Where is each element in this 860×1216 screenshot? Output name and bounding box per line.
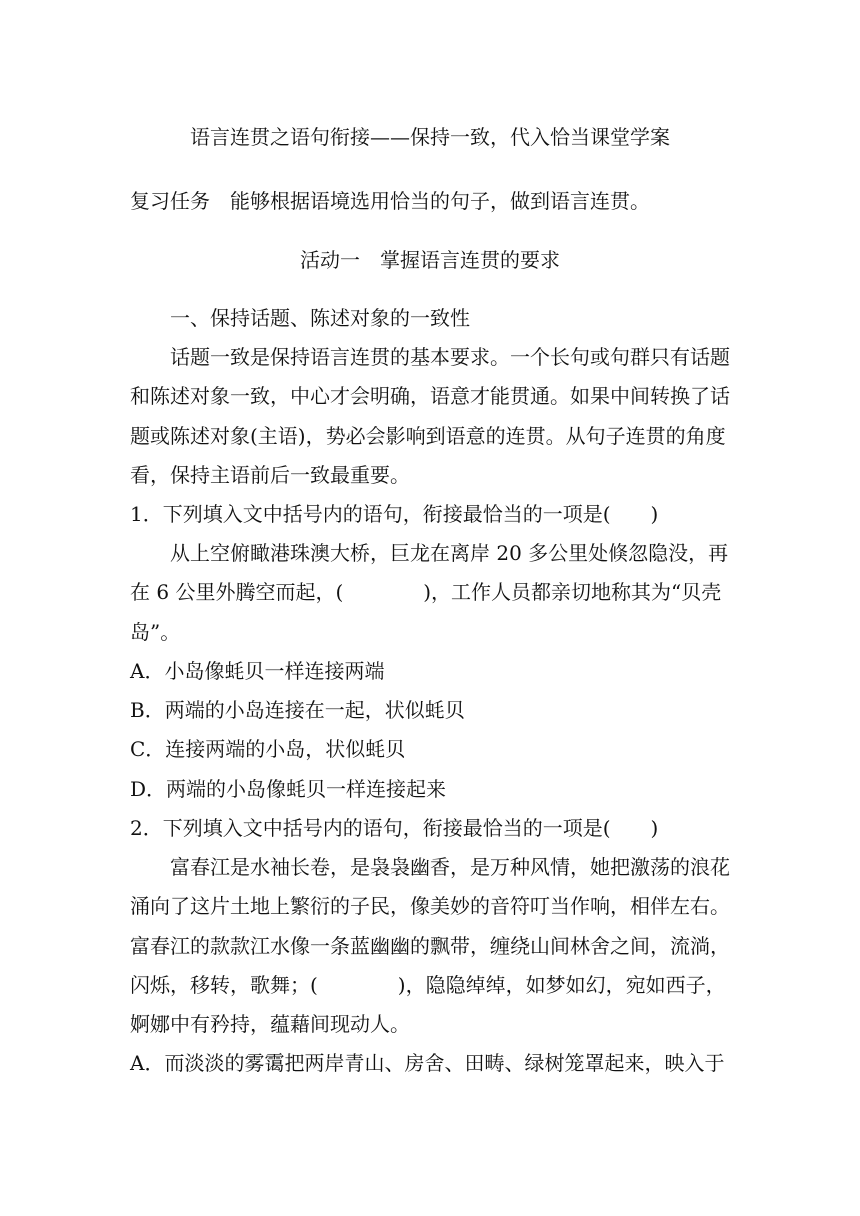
question-1-option-b: B．两端的小岛连接在一起，状似蚝贝 [130, 698, 465, 722]
question-2-passage-line: 婀娜中有矜持，蕴藉间现动人。 [130, 1012, 410, 1036]
question-1-option-c: C．连接两端的小岛，状似蚝贝 [130, 737, 406, 761]
subheading: 一、保持话题、陈述对象的一致性 [170, 306, 470, 330]
document-title: 语言连贯之语句衔接——保持一致，代入恰当课堂学案 [190, 125, 670, 149]
intro-line: 话题一致是保持语言连贯的基本要求。一个长句或句群只有话题 [170, 345, 730, 369]
question-2-passage-line: 涌向了这片土地上繁衍的子民，像美妙的音符叮当作响，相伴左右。 [130, 894, 730, 918]
question-2-passage-line: 闪烁，移转，歌舞；( )，隐隐绰绰，如梦如幻，宛如西子， [130, 973, 726, 997]
question-2-option-a: A．而淡淡的雾霭把两岸青山、房舍、田畴、绿树笼罩起来，映入于 [130, 1051, 725, 1075]
intro-line: 和陈述对象一致，中心才会明确，语意才能贯通。如果中间转换了话 [130, 384, 730, 408]
intro-line: 题或陈述对象(主语)，势必会影响到语意的连贯。从句子连贯的角度 [130, 424, 726, 448]
question-1-passage-line: 从上空俯瞰港珠澳大桥，巨龙在离岸 20 多公里处倏忽隐没，再 [170, 541, 729, 565]
question-2-passage-line: 富春江的款款江水像一条蓝幽幽的飘带，缠绕山间林舍之间，流淌， [130, 934, 730, 958]
question-2-passage-line: 富春江是水袖长卷，是袅袅幽香，是万种风情，她把激荡的浪花 [170, 855, 730, 879]
intro-line: 看，保持主语前后一致最重要。 [130, 463, 410, 487]
question-1-passage-line: 在 6 公里外腾空而起，( )，工作人员都亲切地称其为“贝壳 [130, 580, 722, 604]
question-1-option-d: D．两端的小岛像蚝贝一样连接起来 [130, 777, 447, 801]
question-1-option-a: A．小岛像蚝贝一样连接两端 [130, 659, 385, 683]
question-1-stem: 1．下列填入文中括号内的语句，衔接最恰当的一项是( ) [130, 502, 659, 526]
question-2-stem: 2．下列填入文中括号内的语句，衔接最恰当的一项是( ) [130, 816, 659, 840]
activity-heading: 活动一 掌握语言连贯的要求 [300, 248, 560, 272]
review-task: 复习任务 能够根据语境选用恰当的句子，做到语言连贯。 [130, 189, 650, 213]
question-1-passage-line: 岛”。 [130, 620, 181, 644]
